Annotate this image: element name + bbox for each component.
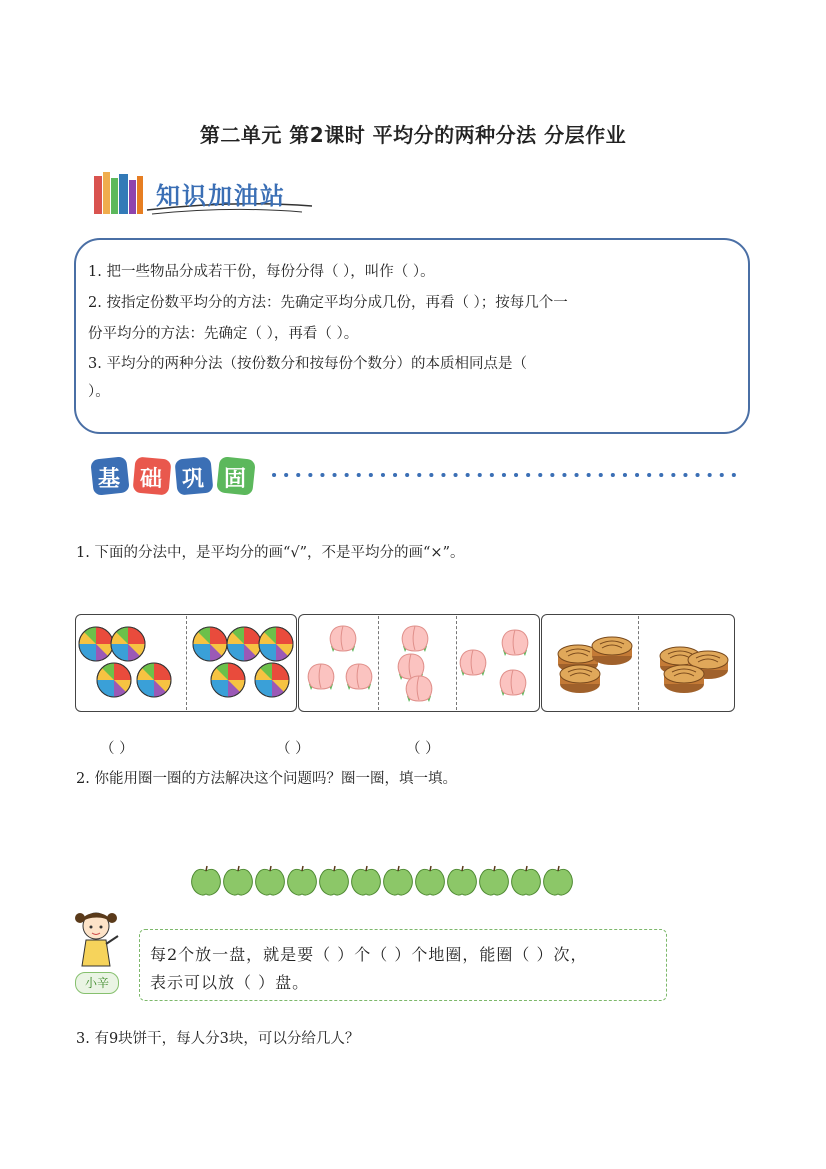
question-1: 1. 下面的分法中，是平均分的画“√”，不是平均分的画“×”。 [76,545,465,561]
apples-illustration [190,862,586,898]
question-3: 3. 有9块饼干，每人分3块，可以分给几人？ [76,1031,360,1047]
knowledge-line-4: 3. 平均分的两种分法（按份数分和按每份个数分）的本质相同点是（ [88,356,527,372]
basics-char-4: 固 [224,467,247,492]
answer-slot-3[interactable]: （ ） [406,741,440,757]
knowledge-heading: 知识加油站 [156,182,286,210]
answer-slot-1[interactable]: （ ） [100,741,134,757]
basics-char-3: 巩 [182,467,205,492]
knowledge-line-2: 2. 按指定份数平均分的方法：先确定平均分成几份，再看（ ）；按每几个一 [88,295,568,311]
girl-avatar [72,908,122,974]
basics-char-2: 础 [140,467,163,492]
peaches-illustration [299,616,539,710]
speech-line-2: 表示可以放（ ）盘。 [150,973,310,992]
speaker-name-tag: 小辛 [75,972,119,994]
basics-char-1: 基 [98,467,121,492]
speech-line-1: 每2个放一盘，就是要（ ）个（ ）个地圈，能圈（ ）次， [150,945,588,964]
mooncakes-illustration [542,616,734,710]
dotted-divider [272,470,742,480]
answer-slot-2[interactable]: （ ） [276,741,310,757]
question-2: 2. 你能用圈一圈的方法解决这个问题吗？圈一圈，填一填。 [76,771,457,787]
knowledge-line-5: ）。 [88,384,110,400]
knowledge-line-1: 1. 把一些物品分成若干份，每份分得（ ），叫作（ ）。 [88,264,435,280]
page-title: 第二单元 第2课时 平均分的两种分法 分层作业 [199,123,627,147]
balls-illustration [76,616,298,710]
basics-heading [86,454,266,498]
knowledge-line-3: 份平均分的方法：先确定（ ），再看（ ）。 [88,326,359,342]
